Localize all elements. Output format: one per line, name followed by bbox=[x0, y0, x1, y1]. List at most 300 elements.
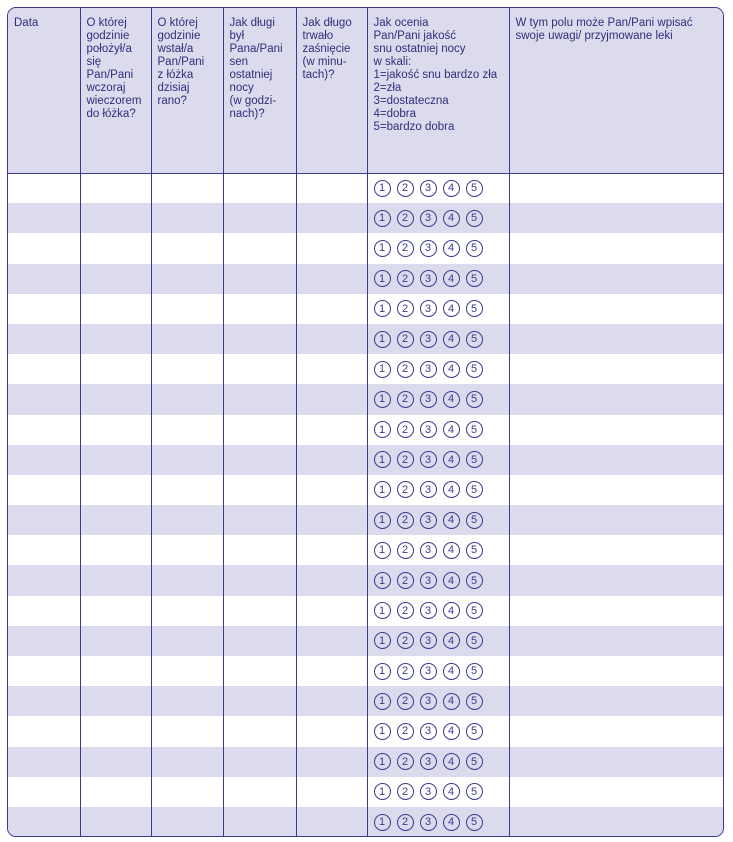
sleep-latency-cell[interactable] bbox=[296, 203, 367, 233]
sleep-latency-cell[interactable] bbox=[296, 324, 367, 354]
date-cell[interactable] bbox=[8, 294, 80, 324]
rating-option-5[interactable]: 5 bbox=[466, 240, 483, 257]
rating-option-3[interactable]: 3 bbox=[420, 300, 437, 317]
rating-option-4[interactable]: 4 bbox=[443, 814, 460, 831]
notes-cell[interactable] bbox=[509, 656, 723, 686]
header-notes: W tym polu może Pan/Pani wpisać swoje uwagi/ przyjmowane leki bbox=[509, 8, 723, 173]
rating-option-2[interactable]: 2 bbox=[397, 632, 414, 649]
rating-option-5[interactable]: 5 bbox=[466, 300, 483, 317]
wake-time-cell[interactable] bbox=[151, 777, 223, 807]
notes-cell[interactable] bbox=[509, 626, 723, 656]
rating-option-5[interactable]: 5 bbox=[466, 331, 483, 348]
quality-rating-options bbox=[368, 814, 509, 831]
bedtime-cell[interactable] bbox=[80, 686, 151, 716]
sleep-latency-cell[interactable] bbox=[296, 415, 367, 445]
notes-cell[interactable] bbox=[509, 777, 723, 807]
rating-option-2[interactable]: 2 bbox=[397, 391, 414, 408]
rating-option-1[interactable]: 1 bbox=[374, 814, 391, 831]
wake-time-cell[interactable] bbox=[151, 384, 223, 414]
table-row bbox=[8, 173, 723, 203]
rating-option-5[interactable]: 5 bbox=[466, 512, 483, 529]
date-cell[interactable] bbox=[8, 415, 80, 445]
wake-time-cell[interactable] bbox=[151, 354, 223, 384]
rating-option-5[interactable]: 5 bbox=[466, 270, 483, 287]
sleep-latency-cell[interactable] bbox=[296, 384, 367, 414]
rating-option-3[interactable]: 3 bbox=[420, 814, 437, 831]
quality-rating-options bbox=[368, 512, 509, 529]
rating-option-2[interactable]: 2 bbox=[397, 180, 414, 197]
rating-option-1[interactable]: 1 bbox=[374, 240, 391, 257]
rating-option-4[interactable]: 4 bbox=[443, 723, 460, 740]
rating-option-1[interactable]: 1 bbox=[374, 753, 391, 770]
date-cell[interactable] bbox=[8, 656, 80, 686]
rating-option-5[interactable]: 5 bbox=[466, 451, 483, 468]
quality-rating-options bbox=[368, 481, 509, 498]
rating-option-4[interactable]: 4 bbox=[443, 300, 460, 317]
bedtime-cell[interactable] bbox=[80, 475, 151, 505]
sleep-latency-cell[interactable] bbox=[296, 747, 367, 777]
table-row bbox=[8, 415, 723, 445]
rating-option-1[interactable]: 1 bbox=[374, 210, 391, 227]
rating-option-1[interactable]: 1 bbox=[374, 421, 391, 438]
rating-option-4[interactable]: 4 bbox=[443, 632, 460, 649]
rating-option-2[interactable]: 2 bbox=[397, 361, 414, 378]
sleep-latency-cell[interactable] bbox=[296, 445, 367, 475]
sleep-latency-cell[interactable] bbox=[296, 233, 367, 263]
rating-option-1[interactable]: 1 bbox=[374, 270, 391, 287]
rating-option-2[interactable]: 2 bbox=[397, 814, 414, 831]
sleep-duration-cell[interactable] bbox=[223, 777, 296, 807]
rating-option-4[interactable]: 4 bbox=[443, 753, 460, 770]
bedtime-cell[interactable] bbox=[80, 264, 151, 294]
bedtime-cell[interactable] bbox=[80, 324, 151, 354]
quality-rating-options bbox=[368, 300, 509, 317]
rating-option-5[interactable]: 5 bbox=[466, 753, 483, 770]
rating-option-3[interactable]: 3 bbox=[420, 512, 437, 529]
bedtime-cell[interactable] bbox=[80, 415, 151, 445]
rating-option-5[interactable]: 5 bbox=[466, 572, 483, 589]
quality-rating-options bbox=[368, 663, 509, 680]
bedtime-cell[interactable] bbox=[80, 565, 151, 595]
rating-option-4[interactable]: 4 bbox=[443, 602, 460, 619]
rating-option-4[interactable]: 4 bbox=[443, 693, 460, 710]
quality-cell bbox=[367, 203, 509, 233]
rating-option-4[interactable]: 4 bbox=[443, 663, 460, 680]
bedtime-cell[interactable] bbox=[80, 747, 151, 777]
date-cell[interactable] bbox=[8, 505, 80, 535]
rating-option-3[interactable]: 3 bbox=[420, 723, 437, 740]
bedtime-cell[interactable] bbox=[80, 173, 151, 203]
sleep-latency-cell[interactable] bbox=[296, 716, 367, 746]
date-cell[interactable] bbox=[8, 264, 80, 294]
bedtime-cell[interactable] bbox=[80, 445, 151, 475]
date-cell[interactable] bbox=[8, 686, 80, 716]
rating-option-3[interactable]: 3 bbox=[420, 572, 437, 589]
date-cell[interactable] bbox=[8, 535, 80, 565]
table-row bbox=[8, 596, 723, 626]
rating-option-3[interactable]: 3 bbox=[420, 542, 437, 559]
rating-option-3[interactable]: 3 bbox=[420, 421, 437, 438]
rating-option-3[interactable]: 3 bbox=[420, 361, 437, 378]
rating-option-5[interactable]: 5 bbox=[466, 421, 483, 438]
rating-option-1[interactable]: 1 bbox=[374, 632, 391, 649]
rating-option-3[interactable]: 3 bbox=[420, 632, 437, 649]
rating-option-2[interactable]: 2 bbox=[397, 512, 414, 529]
rating-option-5[interactable]: 5 bbox=[466, 542, 483, 559]
rating-option-5[interactable]: 5 bbox=[466, 814, 483, 831]
quality-cell bbox=[367, 505, 509, 535]
date-cell[interactable] bbox=[8, 173, 80, 203]
date-cell[interactable] bbox=[8, 445, 80, 475]
quality-cell bbox=[367, 747, 509, 777]
header-sleep-duration: Jak długi był Pana/Pani sen ostatniej nocy (w godzi- nach)? bbox=[223, 8, 296, 173]
quality-cell bbox=[367, 535, 509, 565]
quality-cell bbox=[367, 445, 509, 475]
notes-cell[interactable] bbox=[509, 505, 723, 535]
rating-option-3[interactable]: 3 bbox=[420, 451, 437, 468]
quality-rating-options bbox=[368, 542, 509, 559]
rating-option-4[interactable]: 4 bbox=[443, 240, 460, 257]
sleep-duration-cell[interactable] bbox=[223, 264, 296, 294]
sleep-latency-cell[interactable] bbox=[296, 475, 367, 505]
rating-option-3[interactable]: 3 bbox=[420, 602, 437, 619]
sleep-latency-cell[interactable] bbox=[296, 565, 367, 595]
header-wake-time: O której godzinie wstał/a Pan/Pani z łóżka dzisiaj rano? bbox=[151, 8, 223, 173]
sleep-latency-cell[interactable] bbox=[296, 173, 367, 203]
notes-cell[interactable] bbox=[509, 264, 723, 294]
rating-option-5[interactable]: 5 bbox=[466, 723, 483, 740]
bedtime-cell[interactable] bbox=[80, 354, 151, 384]
rating-option-3[interactable]: 3 bbox=[420, 240, 437, 257]
rating-option-2[interactable]: 2 bbox=[397, 663, 414, 680]
rating-option-3[interactable]: 3 bbox=[420, 180, 437, 197]
rating-option-4[interactable]: 4 bbox=[443, 270, 460, 287]
sleep-latency-cell[interactable] bbox=[296, 656, 367, 686]
sleep-duration-cell[interactable] bbox=[223, 354, 296, 384]
wake-time-cell[interactable] bbox=[151, 445, 223, 475]
wake-time-cell[interactable] bbox=[151, 233, 223, 263]
rating-option-4[interactable]: 4 bbox=[443, 512, 460, 529]
table-row bbox=[8, 626, 723, 656]
bedtime-cell[interactable] bbox=[80, 233, 151, 263]
rating-option-5[interactable]: 5 bbox=[466, 632, 483, 649]
bedtime-cell[interactable] bbox=[80, 807, 151, 837]
sleep-duration-cell[interactable] bbox=[223, 505, 296, 535]
sleep-duration-cell[interactable] bbox=[223, 173, 296, 203]
sleep-duration-cell[interactable] bbox=[223, 294, 296, 324]
quality-cell bbox=[367, 294, 509, 324]
date-cell[interactable] bbox=[8, 807, 80, 837]
quality-rating-options bbox=[368, 210, 509, 227]
table-row bbox=[8, 686, 723, 716]
sleep-latency-cell[interactable] bbox=[296, 686, 367, 716]
rating-option-3[interactable]: 3 bbox=[420, 783, 437, 800]
rating-option-5[interactable]: 5 bbox=[466, 361, 483, 378]
rating-option-3[interactable]: 3 bbox=[420, 693, 437, 710]
quality-rating-options bbox=[368, 240, 509, 257]
notes-cell[interactable] bbox=[509, 324, 723, 354]
rating-option-2[interactable]: 2 bbox=[397, 300, 414, 317]
rating-option-1[interactable]: 1 bbox=[374, 512, 391, 529]
sleep-duration-cell[interactable] bbox=[223, 203, 296, 233]
rating-option-2[interactable]: 2 bbox=[397, 753, 414, 770]
wake-time-cell[interactable] bbox=[151, 596, 223, 626]
rating-option-2[interactable]: 2 bbox=[397, 542, 414, 559]
wake-time-cell[interactable] bbox=[151, 324, 223, 354]
quality-rating-options bbox=[368, 391, 509, 408]
date-cell[interactable] bbox=[8, 716, 80, 746]
rating-option-1[interactable]: 1 bbox=[374, 572, 391, 589]
sleep-duration-cell[interactable] bbox=[223, 445, 296, 475]
rating-option-3[interactable]: 3 bbox=[420, 481, 437, 498]
diary-rows bbox=[8, 173, 723, 837]
quality-cell bbox=[367, 596, 509, 626]
wake-time-cell[interactable] bbox=[151, 807, 223, 837]
table-row bbox=[8, 324, 723, 354]
sleep-duration-cell[interactable] bbox=[223, 475, 296, 505]
sleep-duration-cell[interactable] bbox=[223, 626, 296, 656]
notes-cell[interactable] bbox=[509, 535, 723, 565]
wake-time-cell[interactable] bbox=[151, 626, 223, 656]
rating-option-3[interactable]: 3 bbox=[420, 270, 437, 287]
quality-cell bbox=[367, 565, 509, 595]
notes-cell[interactable] bbox=[509, 445, 723, 475]
rating-option-1[interactable]: 1 bbox=[374, 391, 391, 408]
table-row bbox=[8, 505, 723, 535]
sleep-latency-cell[interactable] bbox=[296, 294, 367, 324]
quality-cell bbox=[367, 656, 509, 686]
date-cell[interactable] bbox=[8, 203, 80, 233]
quality-rating-options bbox=[368, 602, 509, 619]
rating-option-4[interactable]: 4 bbox=[443, 361, 460, 378]
sleep-duration-cell[interactable] bbox=[223, 535, 296, 565]
notes-cell[interactable] bbox=[509, 596, 723, 626]
sleep-latency-cell[interactable] bbox=[296, 777, 367, 807]
table-row bbox=[8, 656, 723, 686]
table-row bbox=[8, 233, 723, 263]
table-row bbox=[8, 777, 723, 807]
notes-cell[interactable] bbox=[509, 475, 723, 505]
wake-time-cell[interactable] bbox=[151, 264, 223, 294]
rating-option-5[interactable]: 5 bbox=[466, 693, 483, 710]
notes-cell[interactable] bbox=[509, 565, 723, 595]
rating-option-3[interactable]: 3 bbox=[420, 210, 437, 227]
date-cell[interactable] bbox=[8, 324, 80, 354]
quality-rating-options bbox=[368, 180, 509, 197]
rating-option-5[interactable]: 5 bbox=[466, 210, 483, 227]
sleep-latency-cell[interactable] bbox=[296, 505, 367, 535]
wake-time-cell[interactable] bbox=[151, 415, 223, 445]
bedtime-cell[interactable] bbox=[80, 203, 151, 233]
rating-option-1[interactable]: 1 bbox=[374, 481, 391, 498]
sleep-latency-cell[interactable] bbox=[296, 535, 367, 565]
sleep-duration-cell[interactable] bbox=[223, 686, 296, 716]
rating-option-2[interactable]: 2 bbox=[397, 572, 414, 589]
wake-time-cell[interactable] bbox=[151, 686, 223, 716]
rating-option-2[interactable]: 2 bbox=[397, 451, 414, 468]
rating-option-2[interactable]: 2 bbox=[397, 693, 414, 710]
quality-rating-options bbox=[368, 331, 509, 348]
sleep-duration-cell[interactable] bbox=[223, 716, 296, 746]
date-cell[interactable] bbox=[8, 384, 80, 414]
bedtime-cell[interactable] bbox=[80, 294, 151, 324]
sleep-latency-cell[interactable] bbox=[296, 596, 367, 626]
quality-rating-options bbox=[368, 361, 509, 378]
date-cell[interactable] bbox=[8, 626, 80, 656]
rating-option-2[interactable]: 2 bbox=[397, 481, 414, 498]
wake-time-cell[interactable] bbox=[151, 565, 223, 595]
bedtime-cell[interactable] bbox=[80, 777, 151, 807]
rating-option-4[interactable]: 4 bbox=[443, 391, 460, 408]
header-sleep-quality: Jak ocenia Pan/Pani jakość snu ostatniej nocy w skali: 1=jakość snu bardzo zła 2=zła 3=dostateczna 4=dobra 5=bardzo dobra bbox=[367, 8, 509, 173]
rating-option-2[interactable]: 2 bbox=[397, 240, 414, 257]
rating-option-1[interactable]: 1 bbox=[374, 331, 391, 348]
table-row bbox=[8, 716, 723, 746]
sleep-latency-cell[interactable] bbox=[296, 354, 367, 384]
wake-time-cell[interactable] bbox=[151, 294, 223, 324]
quality-cell bbox=[367, 354, 509, 384]
rating-option-1[interactable]: 1 bbox=[374, 361, 391, 378]
rating-option-4[interactable]: 4 bbox=[443, 331, 460, 348]
rating-option-4[interactable]: 4 bbox=[443, 481, 460, 498]
sleep-latency-cell[interactable] bbox=[296, 264, 367, 294]
notes-cell[interactable] bbox=[509, 233, 723, 263]
quality-rating-options bbox=[368, 632, 509, 649]
sleep-latency-cell[interactable] bbox=[296, 626, 367, 656]
notes-cell[interactable] bbox=[509, 686, 723, 716]
rating-option-5[interactable]: 5 bbox=[466, 602, 483, 619]
table-row bbox=[8, 264, 723, 294]
rating-option-5[interactable]: 5 bbox=[466, 180, 483, 197]
wake-time-cell[interactable] bbox=[151, 716, 223, 746]
sleep-duration-cell[interactable] bbox=[223, 384, 296, 414]
quality-cell bbox=[367, 475, 509, 505]
sleep-duration-cell[interactable] bbox=[223, 747, 296, 777]
notes-cell[interactable] bbox=[509, 807, 723, 837]
rating-option-1[interactable]: 1 bbox=[374, 602, 391, 619]
rating-option-1[interactable]: 1 bbox=[374, 693, 391, 710]
rating-option-3[interactable]: 3 bbox=[420, 331, 437, 348]
header-date: Data bbox=[8, 8, 80, 173]
rating-option-2[interactable]: 2 bbox=[397, 270, 414, 287]
quality-rating-options bbox=[368, 270, 509, 287]
bedtime-cell[interactable] bbox=[80, 505, 151, 535]
table-row bbox=[8, 747, 723, 777]
date-cell[interactable] bbox=[8, 565, 80, 595]
notes-cell[interactable] bbox=[509, 354, 723, 384]
sleep-duration-cell[interactable] bbox=[223, 233, 296, 263]
notes-cell[interactable] bbox=[509, 294, 723, 324]
rating-option-4[interactable]: 4 bbox=[443, 451, 460, 468]
rating-option-3[interactable]: 3 bbox=[420, 391, 437, 408]
rating-option-2[interactable]: 2 bbox=[397, 331, 414, 348]
sleep-duration-cell[interactable] bbox=[223, 596, 296, 626]
notes-cell[interactable] bbox=[509, 747, 723, 777]
rating-option-1[interactable]: 1 bbox=[374, 300, 391, 317]
date-cell[interactable] bbox=[8, 777, 80, 807]
rating-option-3[interactable]: 3 bbox=[420, 663, 437, 680]
date-cell[interactable] bbox=[8, 354, 80, 384]
rating-option-4[interactable]: 4 bbox=[443, 180, 460, 197]
rating-option-5[interactable]: 5 bbox=[466, 663, 483, 680]
sleep-duration-cell[interactable] bbox=[223, 415, 296, 445]
table-row bbox=[8, 807, 723, 837]
sleep-duration-cell[interactable] bbox=[223, 324, 296, 354]
date-cell[interactable] bbox=[8, 233, 80, 263]
date-cell[interactable] bbox=[8, 475, 80, 505]
sleep-latency-cell[interactable] bbox=[296, 807, 367, 837]
table-row bbox=[8, 354, 723, 384]
bedtime-cell[interactable] bbox=[80, 384, 151, 414]
sleep-duration-cell[interactable] bbox=[223, 656, 296, 686]
rating-option-2[interactable]: 2 bbox=[397, 602, 414, 619]
wake-time-cell[interactable] bbox=[151, 203, 223, 233]
rating-option-2[interactable]: 2 bbox=[397, 723, 414, 740]
quality-cell bbox=[367, 384, 509, 414]
rating-option-1[interactable]: 1 bbox=[374, 542, 391, 559]
rating-option-3[interactable]: 3 bbox=[420, 753, 437, 770]
quality-cell bbox=[367, 415, 509, 445]
date-cell[interactable] bbox=[8, 596, 80, 626]
notes-cell[interactable] bbox=[509, 384, 723, 414]
bedtime-cell[interactable] bbox=[80, 535, 151, 565]
sleep-duration-cell[interactable] bbox=[223, 565, 296, 595]
rating-option-4[interactable]: 4 bbox=[443, 210, 460, 227]
rating-option-2[interactable]: 2 bbox=[397, 783, 414, 800]
wake-time-cell[interactable] bbox=[151, 747, 223, 777]
wake-time-cell[interactable] bbox=[151, 475, 223, 505]
bedtime-cell[interactable] bbox=[80, 656, 151, 686]
rating-option-4[interactable]: 4 bbox=[443, 421, 460, 438]
notes-cell[interactable] bbox=[509, 203, 723, 233]
rating-option-2[interactable]: 2 bbox=[397, 210, 414, 227]
rating-option-5[interactable]: 5 bbox=[466, 481, 483, 498]
header-sleep-latency: Jak długo trwało zaśnięcie (w minu- tach)? bbox=[296, 8, 367, 173]
rating-option-1[interactable]: 1 bbox=[374, 451, 391, 468]
date-cell[interactable] bbox=[8, 747, 80, 777]
rating-option-4[interactable]: 4 bbox=[443, 542, 460, 559]
notes-cell[interactable] bbox=[509, 415, 723, 445]
wake-time-cell[interactable] bbox=[151, 173, 223, 203]
notes-cell[interactable] bbox=[509, 716, 723, 746]
rating-option-2[interactable]: 2 bbox=[397, 421, 414, 438]
wake-time-cell[interactable] bbox=[151, 656, 223, 686]
quality-cell bbox=[367, 264, 509, 294]
rating-option-1[interactable]: 1 bbox=[374, 783, 391, 800]
quality-cell bbox=[367, 233, 509, 263]
bedtime-cell[interactable] bbox=[80, 716, 151, 746]
rating-option-1[interactable]: 1 bbox=[374, 180, 391, 197]
sleep-duration-cell[interactable] bbox=[223, 807, 296, 837]
sleep-diary-table-container bbox=[7, 7, 724, 837]
rating-option-4[interactable]: 4 bbox=[443, 572, 460, 589]
bedtime-cell[interactable] bbox=[80, 596, 151, 626]
notes-cell[interactable] bbox=[509, 173, 723, 203]
bedtime-cell[interactable] bbox=[80, 626, 151, 656]
wake-time-cell[interactable] bbox=[151, 535, 223, 565]
table-row bbox=[8, 565, 723, 595]
rating-option-5[interactable]: 5 bbox=[466, 783, 483, 800]
wake-time-cell[interactable] bbox=[151, 505, 223, 535]
quality-rating-options bbox=[368, 421, 509, 438]
quality-cell bbox=[367, 716, 509, 746]
rating-option-5[interactable]: 5 bbox=[466, 391, 483, 408]
table-row bbox=[8, 475, 723, 505]
rating-option-4[interactable]: 4 bbox=[443, 783, 460, 800]
rating-option-1[interactable]: 1 bbox=[374, 663, 391, 680]
quality-rating-options bbox=[368, 753, 509, 770]
rating-option-1[interactable]: 1 bbox=[374, 723, 391, 740]
